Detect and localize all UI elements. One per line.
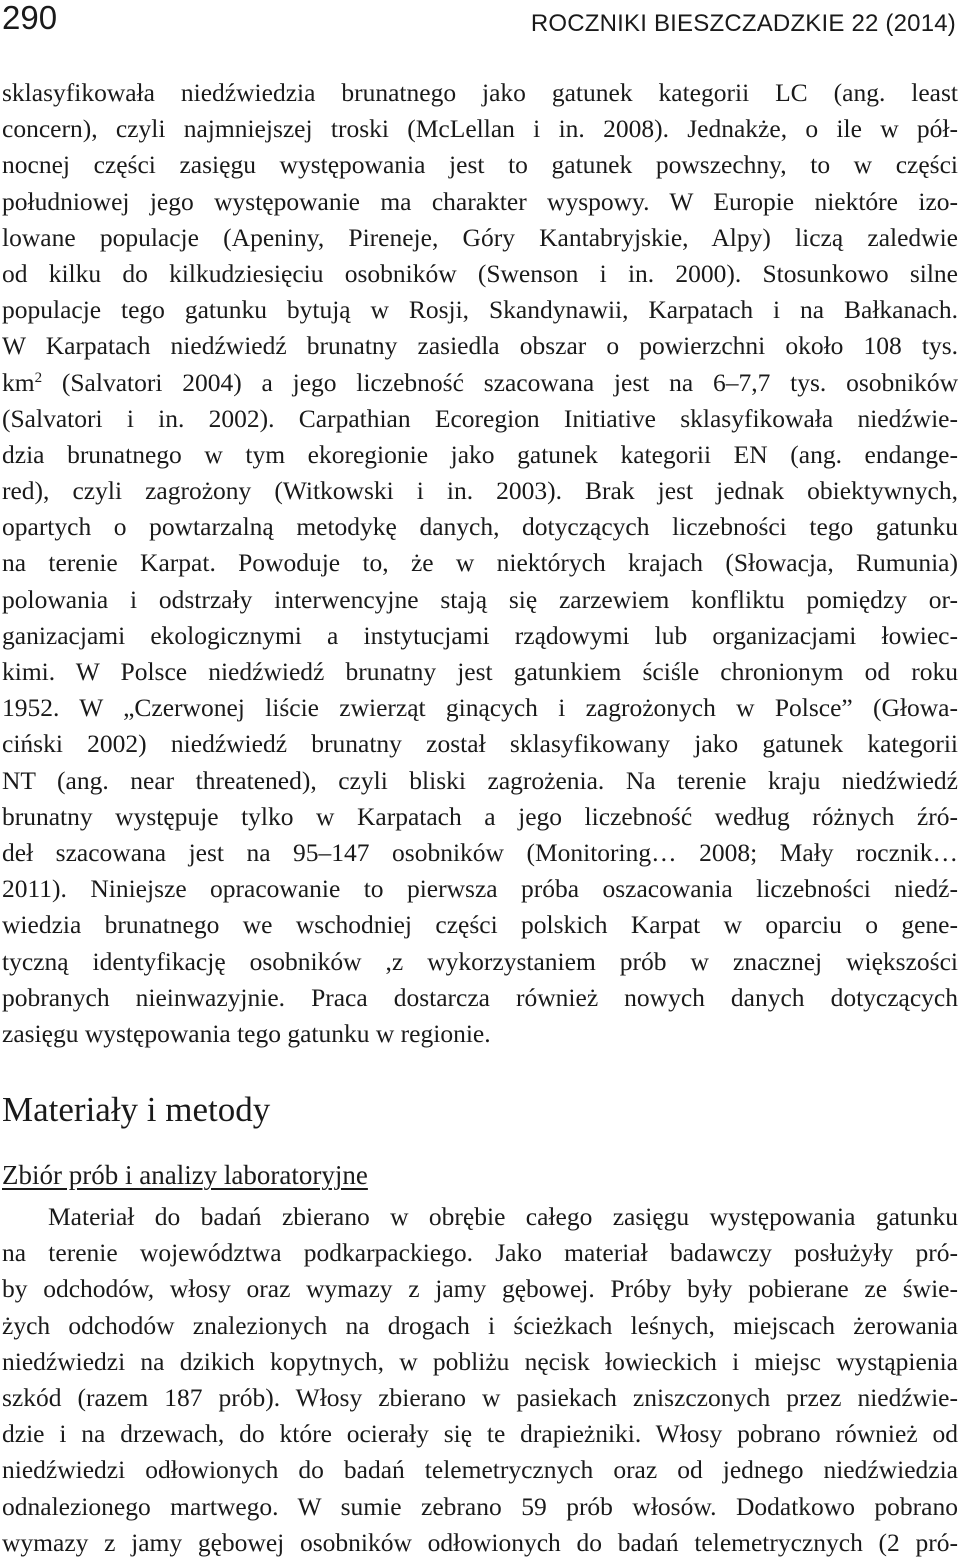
text-line: południowej jego występowanie ma charakter wyspowy. W Europie niektóre izo- bbox=[2, 186, 958, 216]
text-line: odnalezionego martwego. W sumie zebrano 59 prób włosów. Dodatkowo pobrano bbox=[2, 1491, 958, 1521]
text-line: niedźwiedzi odłowionych do badań telemetrycznych oraz od jednego niedźwiedzia bbox=[2, 1455, 958, 1485]
text-line-km bbox=[2, 365, 958, 401]
text-line: nocnej części zasięgu występowania jest to gatunek powszechny, to w części bbox=[2, 150, 958, 180]
text-line: red), czyli zagrożony (Witkowski i in. 2003). Brak jest jednak obiektywnych, bbox=[2, 476, 958, 506]
text-line: ciński 2002) niedźwiedź brunatny został sklasyfikowany jako gatunek kategorii bbox=[2, 729, 958, 759]
text-line: W Karpatach niedźwiedź brunatny zasiedla obszar o powierzchni około 108 tys. bbox=[2, 331, 958, 361]
text-line: deł szacowana jest na 95–147 osobników (Monitoring… 2008; Mały rocznik… bbox=[2, 837, 958, 867]
text-line: kimi. W Polsce niedźwiedź brunatny jest gatunkiem ściśle chronionym od roku bbox=[2, 657, 958, 686]
text-line: szkód (razem 187 prób). Włosy zbierano w pasiekach zniszczonych przez niedźwie- bbox=[2, 1382, 958, 1412]
text-line: niedźwiedzi na dzikich kopytnych, w pobliżu nęcisk łowieckich i miejsc wystąpienia bbox=[2, 1346, 958, 1376]
km-rest: (Salvatori 2004) a jego liczebność szacowana jest na 6–7,7 tys. osobników bbox=[42, 367, 958, 397]
text-line: na terenie województwa podkarpackiego. Jako materiał badawczy posłużyły pró- bbox=[2, 1238, 958, 1268]
text-line: wiedzia brunatnego we wschodniej części polskich Karpat w oparciu o gene- bbox=[2, 910, 958, 940]
text-line: 2011). Niniejsze opracowanie to pierwsza próba oszacowania liczebności niedź- bbox=[2, 874, 958, 904]
text-line: zasięgu występowania tego gatunku w regionie. bbox=[2, 1018, 491, 1048]
text-line: na terenie Karpat. Powoduje to, że w niektórych krajach (Słowacja, Rumunia) bbox=[2, 548, 958, 578]
page-header bbox=[0, 0, 960, 44]
section-title: Materiały i metody bbox=[2, 1090, 271, 1129]
km-unit: km bbox=[2, 367, 35, 397]
text-line: ganizacjami ekologicznymi a instytucjami rządowymi lub organizacjami łowiec- bbox=[2, 620, 958, 650]
text-line: Materiał do badań zbierano w obrębie całego zasięgu występowania gatunku bbox=[48, 1202, 958, 1231]
text-line: dzie i na drzewach, do które ocierały się te drapieżniki. Włosy pobrano również od bbox=[2, 1419, 958, 1449]
text-line: (Salvatori i in. 2002). Carpathian Ecoregion Initiative sklasyfikowała niedźwie- bbox=[2, 403, 958, 433]
text-line: sklasyfikowała niedźwiedzia brunatnego jako gatunek kategorii LC (ang. least bbox=[2, 78, 958, 107]
text-line: NT (ang. near threatened), czyli bliski zagrożenia. Na terenie kraju niedźwiedź bbox=[2, 765, 958, 795]
text-line: by odchodów, włosy oraz wymazy z jamy gębowej. Próby były pobierane ze świe- bbox=[2, 1274, 958, 1304]
text-line: 1952. W „Czerwonej liście zwierząt ginących i zagrożonych w Polsce” (Głowa- bbox=[2, 693, 958, 723]
paragraph-methods bbox=[2, 1199, 958, 1561]
running-head: ROCZNIKI BIESZCZADZKIE 22 (2014) bbox=[530, 10, 956, 37]
text-line: brunatny występuje tylko w Karpatach a jego liczebność według różnych źró- bbox=[2, 801, 958, 831]
text-line: od kilku do kilkudziesięciu osobników (Swenson i in. 2000). Stosunkowo silne bbox=[2, 258, 958, 288]
text-line: lowane populacje (Apeniny, Pireneje, Góry Kantabryjskie, Alpy) liczą zaledwie bbox=[2, 222, 958, 252]
text-line: pobranych nieinwazyjnie. Praca dostarcza również nowych danych dotyczących bbox=[2, 982, 958, 1012]
text-line: tyczną identyfikację osobników ,z wykorzystaniem prób w znacznej większości bbox=[2, 946, 958, 976]
paragraph-intro bbox=[2, 75, 958, 1052]
text-line: opartych o powtarzalną metodykę danych, dotyczących liczebności tego gatunku bbox=[2, 512, 958, 542]
text-line: concern), czyli najmniejszej troski (McLellan i in. 2008). Jednakże, o ile w pół- bbox=[2, 114, 958, 144]
page-number: 290 bbox=[2, 0, 58, 36]
text-line: wymazy z jamy gębowej osobników odłowionych do badań telemetrycznych (2 pró- bbox=[2, 1527, 958, 1557]
text-line: dzia brunatnego w tym ekoregionie jako gatunek kategorii EN (ang. endange- bbox=[2, 439, 958, 469]
km-superscript: 2 bbox=[34, 369, 43, 386]
text-line: polowania i odstrzały interwencyjne stają się zarzewiem konfliktu pomiędzy or- bbox=[2, 584, 958, 614]
subsection-title: Zbiór prób i analizy laboratoryjne bbox=[2, 1160, 368, 1190]
text-line: populacje tego gatunku bytują w Rosji, Skandynawii, Karpatach i na Bałkanach. bbox=[2, 295, 958, 325]
text-line: żych odchodów znalezionych na drogach i ścieżkach leśnych, miejscach żerowania bbox=[2, 1310, 958, 1340]
